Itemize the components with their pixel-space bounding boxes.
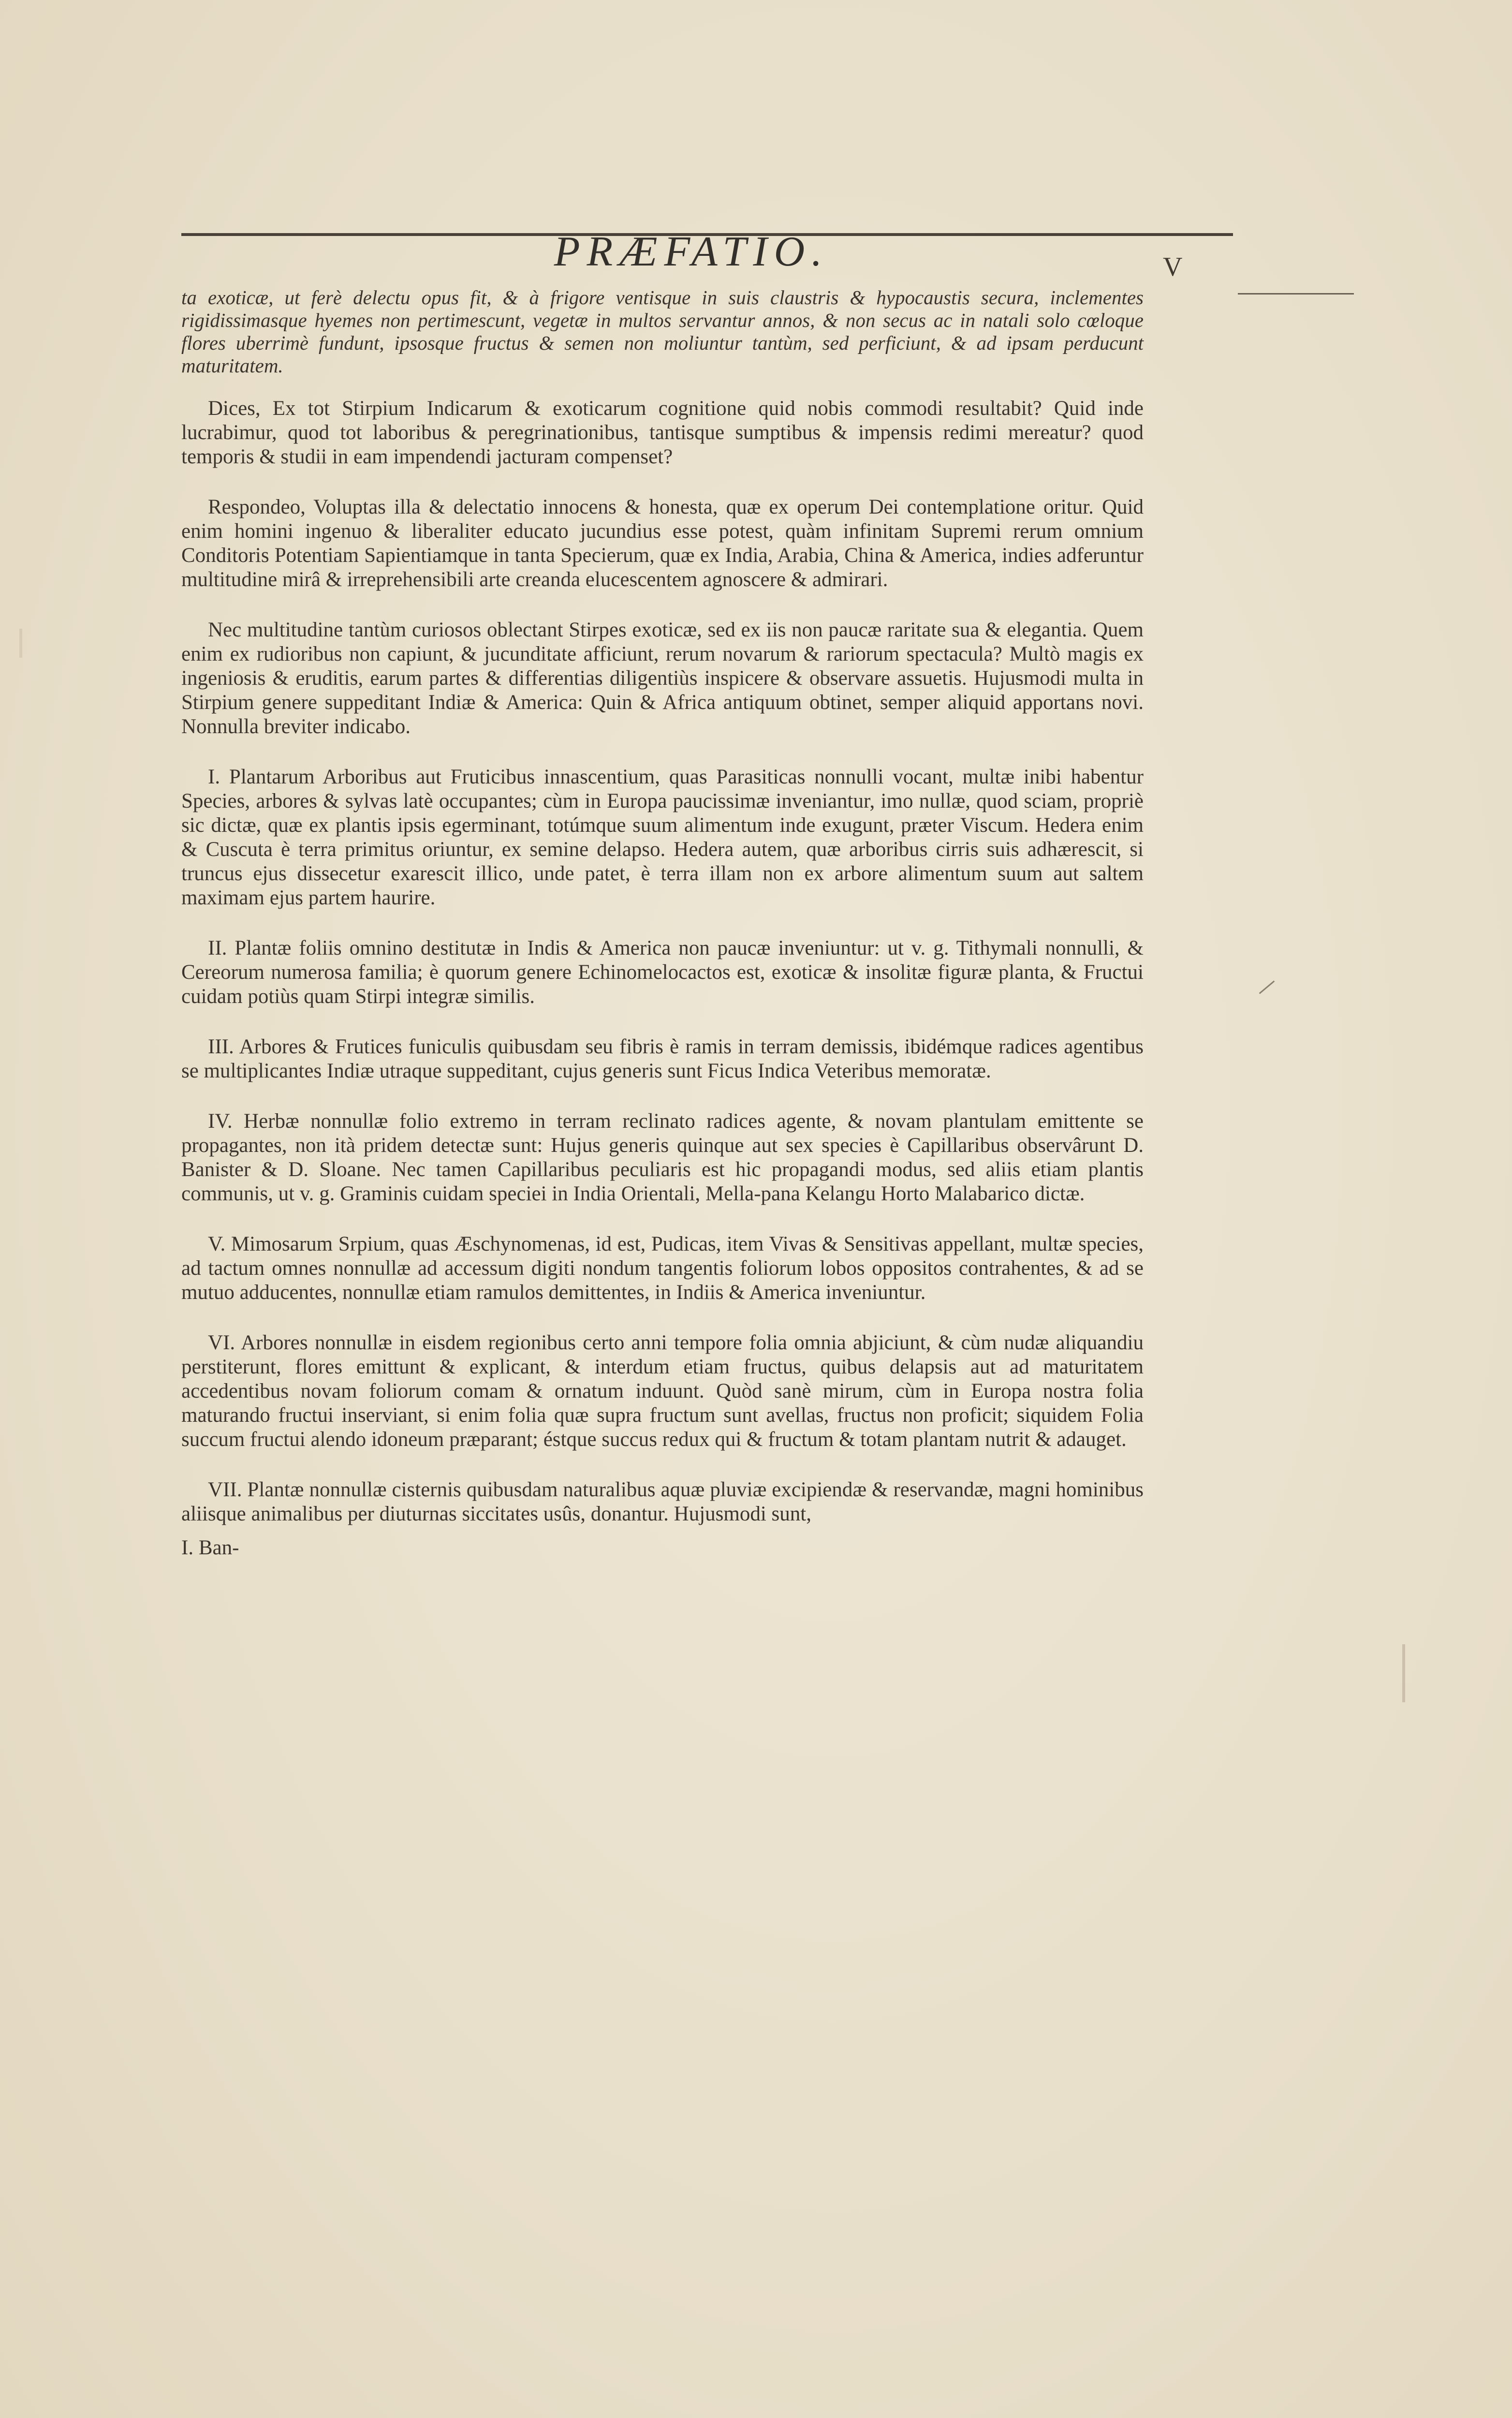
paragraph-respondeo: Respondeo, Voluptas illa & delectatio innocens & honesta, quæ ex operum Dei contemplatione oritur. Quid enim homini ingenuo & liberaliter educato jucundius esse potest, quàm infinitam Supremi rerum omnium Conditoris Potentiam Sapientiamque in tanta Specierum, quæ ex India, Arabia, China & America, indies adferuntur multitudine mirâ & irreprehensibili arte creanda elucescentem agnoscere & admirari. [181, 496, 1144, 591]
paragraph-item-4: IV. Herbæ nonnullæ folio extremo in terram reclinato radices agente, & novam plantulam emittente se propagantes, non ità pridem detectæ sunt: Hujus generis quinque aut sex species è Capillaribus observârunt D. Banister & D. Sloane. Nec tamen Capillaribus peculiaris est hic propagandi modus, sed aliis etiam plantis communis, ut v. g. Graminis cuidam speciei in India Orientali, Mella-pana Kelangu Horto Malabarico dictæ. [181, 1110, 1144, 1205]
paragraph-item-7: VII. Plantæ nonnullæ cisternis quibusdam naturalibus aquæ pluviæ excipiendæ & reservandæ, magni hominibus aliisque animalibus per diuturnas siccitates usûs, donantur. Hujusmodi sunt, [181, 1478, 1144, 1525]
catchword: I. Ban- [181, 1536, 239, 1559]
paragraph-item-1: I. Plantarum Arboribus aut Fruticibus innascentium, quas Parasiticas nonnulli vocant, multæ inibi habentur Species, arbores & sylvas latè occupantes; cùm in Europa paucissimæ inveniantur, imo nullæ, quod sciam, propriè sic dictæ, quæ ex plantis ipsis egerminant, totúmque suum alimentum inde exugunt, præter Viscum. Hedera enim & Cuscuta è terra primitus oriuntur, ex semine delapso. Hedera autem, quæ arboribus cirris suis adhærescit, si truncus ejus dissecetur exarescit illico, unde patet, è terra illam non ex arbore alimentum suum aut saltem maximam ejus partem haurire. [181, 766, 1144, 909]
running-title: PRÆFATIO. [554, 228, 829, 275]
paragraph-item-3: III. Arbores & Frutices funiculis quibusdam seu fibris è ramis in terram demissis, ibidémque radices agentibus se multiplicantes Indiæ utraque suppeditant, cujus generis sunt Ficus Indica Veteribus memoratæ. [181, 1035, 1144, 1082]
page-number: V [1163, 252, 1183, 282]
paragraph-nec-multitudine: Nec multitudine tantùm curiosos oblectant Stirpes exoticæ, sed ex iis non paucæ raritate sua & elegantia. Quem enim ex rudioribus non capiunt, & jucunditate afficiunt, rerum novarum & rariorum spectacula? Multò magis ex ingeniosis & eruditis, earum partes & differentias diligentiùs inspicere & observare assuetis. Hujusmodi multa in Stirpium genere suppeditant Indiæ & America: Quin & Africa antiquum obtinet, semper aliquid apportans novi. Nonnulla breviter indicabo. [181, 619, 1144, 738]
paragraph-item-5: V. Mimosarum Srpium, quas Æschynomenas, id est, Pudicas, item Vivas & Sensitivas appellant, multæ species, ad tactum omnes nonnullæ ad accessum digiti nondum tangentis foliorum lobos oppositos contrahentes, & ad se mutuo adducentes, nonnullæ etiam ramulos demittentes, in Indiis & America inveniuntur. [181, 1233, 1144, 1304]
paragraph-item-6: VI. Arbores nonnullæ in eisdem regionibus certo anni tempore folia omnia abjiciunt, & cùm nudæ aliquandiu perstiterunt, flores emittunt & explicant, & interdum etiam fructus, quibus delapsis aut ad maturitatem accedentibus novam foliorum comam & ornatum induunt. Quòd sanè mirum, cùm in Europa nostra folia maturando fructui inserviant, si enim folia quæ supra fructum sunt avellas, fructus non proficit; siquidem Folia succum fructui alendo idoneum præparant; éstque succus redux qui & fructum & totam plantam nutrit & adauget. [181, 1331, 1144, 1451]
paragraph-dices: Dices, Ex tot Stirpium Indicarum & exoticarum cognitione quid nobis commodi resultabit? Quid inde lucrabimur, quod tot laboribus & peregrinationibus, tantisque sumptibus & impensis redimi mereatur? quod temporis & studii in eam impendendi jacturam compenset? [181, 397, 1144, 468]
paper-blemish [1402, 1644, 1405, 1702]
paragraph-item-2: II. Plantæ foliis omnino destitutæ in Indis & America non paucæ inveniuntur: ut v. g. Tithymali nonnulli, & Cereorum numerosa familia; è quorum genere Echinomelocactos est, exoticæ & insolitæ figuræ planta, & Fructui cuidam potiùs quam Stirpi integræ similis. [181, 937, 1144, 1008]
paragraph-intro: ta exoticæ, ut ferè delectu opus fit, & à frigore ventisque in suis claustris & hypocaustis secura, inclementes rigidissimasque hyemes non pertimescunt, vegetæ in multos servantur annos, & non secus ac in natali solo cœloque flores uberrimè fundunt, ipsosque fructus & semen non moliuntur tantùm, sed perficiunt, & ad ipsam perducunt maturitatem. [181, 286, 1144, 377]
margin-rule [1238, 293, 1354, 295]
paper-blemish [19, 629, 22, 658]
body-text [181, 286, 1144, 1560]
margin-scratch [1259, 980, 1275, 994]
